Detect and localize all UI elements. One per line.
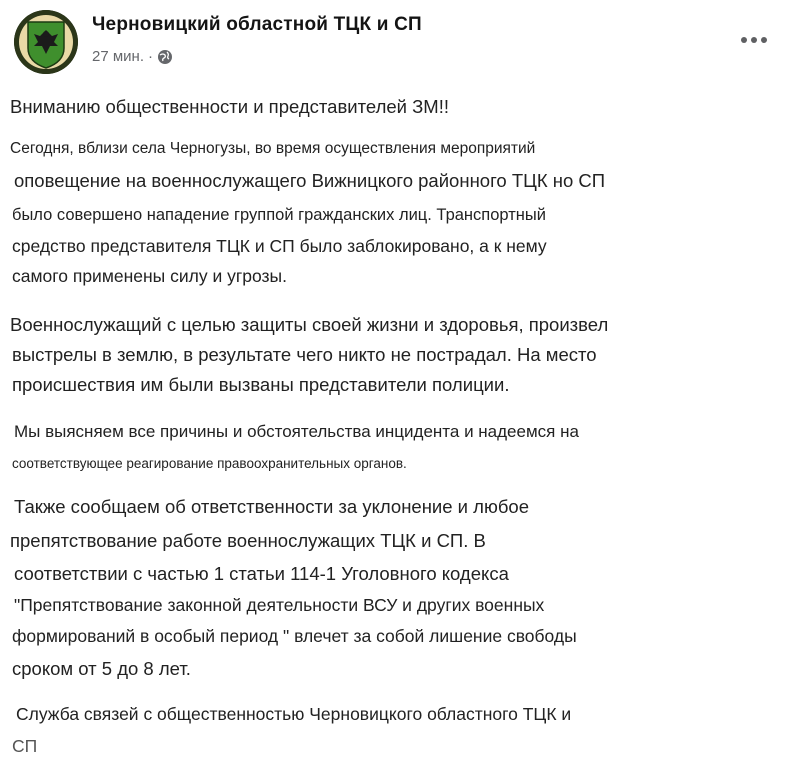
post-line: Также сообщаем об ответственности за уклонение и любое [14, 496, 529, 517]
post-line: "Препятствование законной деятельности ВСУ и других военных [14, 595, 545, 615]
post-line: было совершено нападение группой гражданских лиц. Транспортный [12, 206, 546, 224]
post-line: происшествия им были вызваны представители полиции. [12, 374, 510, 395]
post-time[interactable]: 27 мин. [92, 48, 144, 65]
post-line: Мы выясняем все причины и обстоятельства инцидента и надеемся на [14, 422, 579, 441]
page-name[interactable]: Черновицкий областной ТЦК и СП [92, 14, 422, 35]
meta-separator: · [148, 48, 153, 65]
post-line: соответствии с частью 1 статьи 114-1 Уголовного кодекса [14, 563, 509, 584]
post-line: Военнослужащий с целью защиты своей жизни и здоровья, произвел [10, 314, 609, 335]
post-line: СП [12, 736, 38, 756]
post-line: соответствующее реагирование правоохранительных органов. [12, 456, 407, 471]
post-line: препятствование работе военнослужащих ТЦК и СП. В [10, 530, 486, 551]
post-line: сроком от 5 до 8 лет. [12, 658, 191, 679]
post-line: Служба связей с общественностью Черновицкого областного ТЦК и [16, 704, 572, 724]
post-line: средство представителя ТЦК и СП было заблокировано, а к нему [12, 236, 547, 256]
post-line: самого применены силу и угрозы. [12, 266, 287, 286]
post-line: формирований в особый период " влечет за собой лишение свободы [12, 626, 577, 646]
post-line: выстрелы в землю, в результате чего никто не пострадал. На место [12, 344, 597, 365]
post-line: Сегодня, вблизи села Черногузы, во время осуществления мероприятий [10, 140, 536, 157]
post-line: оповещение на военнослужащего Вижницкого районного ТЦК но СП [14, 170, 606, 191]
post-headline: Вниманию общественности и представителей ЗМ!! [10, 96, 449, 117]
